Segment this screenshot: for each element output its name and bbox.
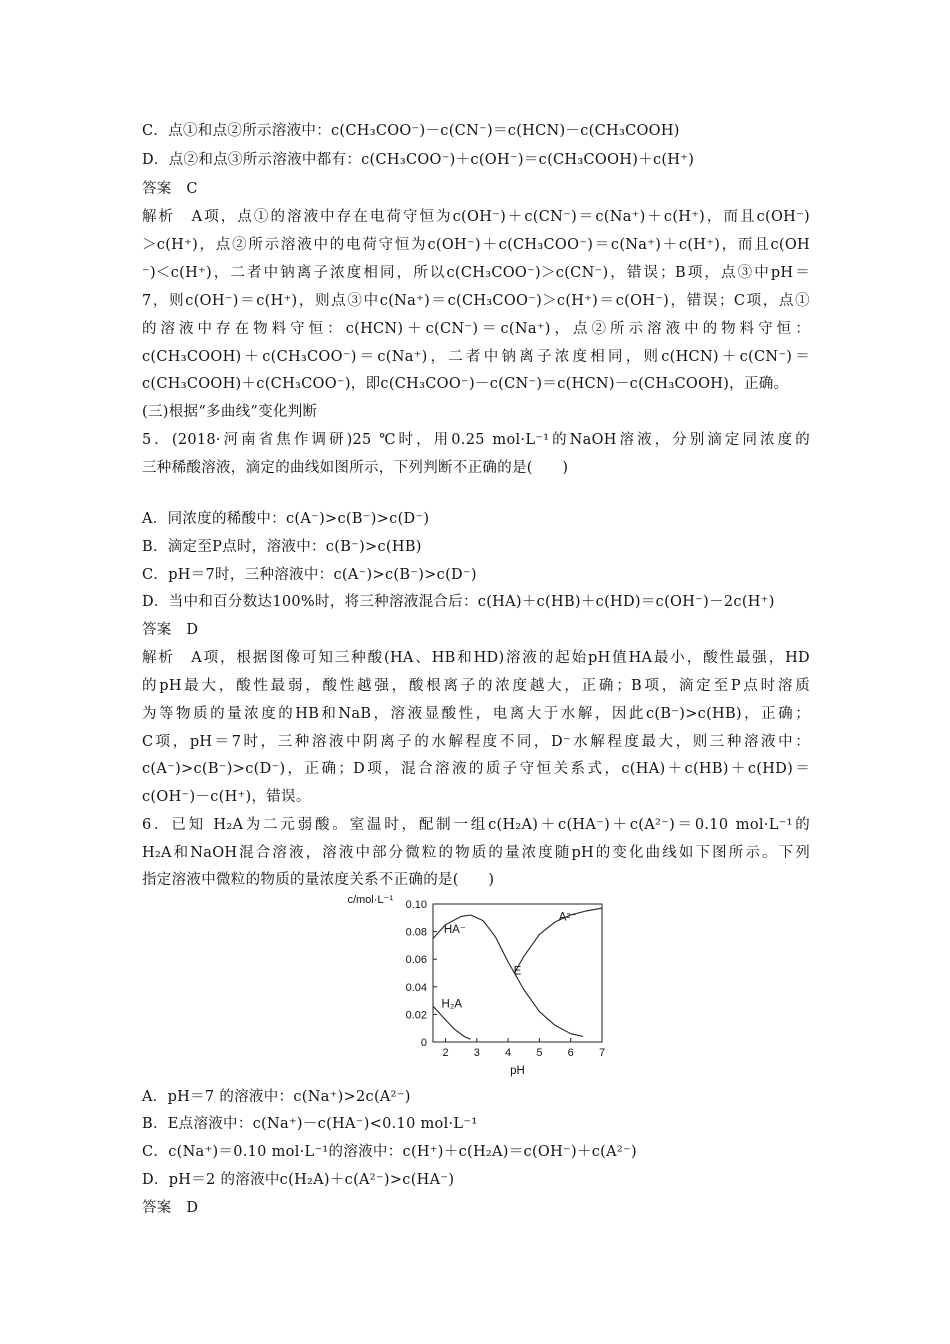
option-c: C．c(Na⁺)＝0.10 mol·L⁻¹的溶液中：c(H⁺)＋c(H₂A)＝c(OH⁻)＋c(A²⁻) bbox=[142, 1144, 637, 1160]
y-tick-label: 0.10 bbox=[405, 899, 427, 911]
explanation-line: c(CH₃COOH)＋c(CH₃COO⁻)，即c(CH₃COO⁻)－c(CN⁻)＝c(HCN)－c(CH₃COOH)，正确。 bbox=[142, 376, 789, 392]
curve-annotation: A²⁻ bbox=[558, 911, 577, 924]
curve-annotation: HA⁻ bbox=[443, 923, 466, 936]
explanation-line: 的溶液中存在物料守恒：c(HCN)＋c(CN⁻)＝c(Na⁺)，点②所示溶液中的物料守恒： bbox=[142, 321, 810, 337]
explanation-line: ＞c(H⁺)，点②所示溶液中的电荷守恒为c(OH⁻)＋c(CH₃COO⁻)＝c(Na⁺)＋c(H⁺)，而且c(OH bbox=[142, 237, 810, 253]
question-5-stem: 三种稀酸溶液，滴定的曲线如图所示，下列判断不正确的是( ) bbox=[142, 460, 569, 476]
x-tick-label: 4 bbox=[505, 1047, 512, 1059]
question-6-stem: 指定溶液中微粒的物质的量浓度关系不正确的是( ) bbox=[142, 872, 495, 888]
answer-line-6: 答案 D bbox=[142, 1200, 199, 1216]
curve-annotation: H₂A bbox=[441, 998, 463, 1011]
explanation-line: 为等物质的量浓度的HB和NaB，溶液显酸性，电离大于水解，因此c(B⁻)>c(HB)，正确； bbox=[142, 706, 810, 722]
explanation-line: C项，pH＝7时，三种溶液中阴离子的水解程度不同，D⁻水解程度最大，则三种溶液中： bbox=[142, 734, 810, 750]
option-d: D．当中和百分数达100%时，将三种溶液混合后：c(HA)＋c(HB)＋c(HD)＝c(OH⁻)－2c(H⁺) bbox=[142, 594, 775, 610]
explanation-line: ⁻)＜c(H⁺)，二者中钠离子浓度相同，所以c(CH₃COO⁻)＞c(CN⁻)，错误；B项，点③中pH＝ bbox=[142, 265, 810, 281]
text-line-1: C．点①和点②所示溶液中：c(CH₃COO⁻)－c(CN⁻)＝c(HCN)－c(CH₃COOH) bbox=[142, 123, 680, 139]
x-tick-label: 7 bbox=[598, 1047, 606, 1059]
option-d: D．pH＝2 的溶液中c(H₂A)＋c(A²⁻)>c(HA⁻) bbox=[142, 1172, 455, 1188]
explanation-line: c(A⁻)>c(B⁻)>c(D⁻)，正确；D项，混合溶液的质子守恒关系式，c(HA)＋c(HB)＋c(HD)＝ bbox=[142, 761, 810, 777]
answer-line-4: 答案 C bbox=[142, 181, 198, 197]
question-6-stem: 6．已知 H₂A为二元弱酸。室温时，配制一组c(H₂A)＋c(HA⁻)＋c(A²⁻)＝0.10 mol·L⁻¹的 bbox=[142, 817, 810, 833]
option-a: A．同浓度的稀酸中：c(A⁻)>c(B⁻)>c(D⁻) bbox=[142, 511, 430, 527]
x-tick-label: 2 bbox=[442, 1047, 449, 1059]
option-b: B．滴定至P点时，溶液中：c(B⁻)>c(HB) bbox=[142, 539, 422, 555]
y-axis-label: c/mol·L⁻¹ bbox=[347, 894, 393, 906]
explanation-line: 的pH最大，酸性最弱，酸性越强，酸根离子的浓度越大，正确；B项，滴定至P点时溶质 bbox=[142, 678, 810, 694]
concentration-ph-chart bbox=[330, 892, 630, 1092]
answer-line-5: 答案 D bbox=[142, 622, 199, 638]
x-tick-label: 5 bbox=[536, 1047, 543, 1059]
explanation-line: c(OH⁻)－c(H⁺)，错误。 bbox=[142, 789, 311, 805]
option-b: B．E点溶液中：c(Na⁺)－c(HA⁻)<0.10 mol·L⁻¹ bbox=[142, 1116, 478, 1132]
x-tick-label: 6 bbox=[567, 1047, 574, 1059]
option-a: A．pH＝7 的溶液中：c(Na⁺)>2c(A²⁻) bbox=[142, 1089, 411, 1105]
y-tick-label: 0.04 bbox=[405, 981, 427, 994]
y-tick-label: 0.02 bbox=[405, 1009, 427, 1022]
explanation-line: 7，则c(OH⁻)＝c(H⁺)，则点③中c(Na⁺)＝c(CH₃COO⁻)＞c(H⁺)＝c(OH⁻)，错误；C项，点① bbox=[142, 293, 810, 309]
question-5-stem: 5．(2018·河南省焦作调研)25 ℃时，用0.25 mol·L⁻¹的NaOH溶液，分别滴定同浓度的 bbox=[142, 432, 810, 448]
x-axis-label: pH bbox=[510, 1065, 525, 1077]
y-tick-label: 0.08 bbox=[405, 926, 427, 939]
x-tick-label: 3 bbox=[473, 1047, 480, 1059]
y-tick-label: 0.06 bbox=[405, 954, 427, 967]
section-heading: (三)根据“多曲线”变化判断 bbox=[142, 404, 318, 420]
y-tick-label: 0 bbox=[420, 1037, 427, 1049]
curve-annotation: E bbox=[513, 965, 522, 978]
text-line-2: D．点②和点③所示溶液中都有：c(CH₃COO⁻)＋c(OH⁻)＝c(CH₃COOH)＋c(H⁺) bbox=[142, 152, 695, 168]
option-c: C．pH＝7时，三种溶液中：c(A⁻)>c(B⁻)>c(D⁻) bbox=[142, 567, 477, 583]
explanation-line: c(CH₃COOH)＋c(CH₃COO⁻)＝c(Na⁺)，二者中钠离子浓度相同，则c(HCN)＋c(CN⁻)＝ bbox=[142, 349, 810, 365]
question-6-stem: H₂A和NaOH混合溶液，溶液中部分微粒的物质的量浓度随pH的变化曲线如下图所示。下列 bbox=[142, 845, 810, 861]
explanation-line: 解析 A项，根据图像可知三种酸(HA、HB和HD)溶液的起始pH值HA最小，酸性最强，HD bbox=[142, 650, 810, 666]
series-line-H₂A bbox=[433, 1006, 471, 1039]
chart-svg bbox=[330, 892, 630, 1092]
explanation-line: 解析 A项，点①的溶液中存在电荷守恒为c(OH⁻)＋c(CN⁻)＝c(Na⁺)＋c(H⁺)，而且c(OH⁻) bbox=[142, 209, 810, 225]
